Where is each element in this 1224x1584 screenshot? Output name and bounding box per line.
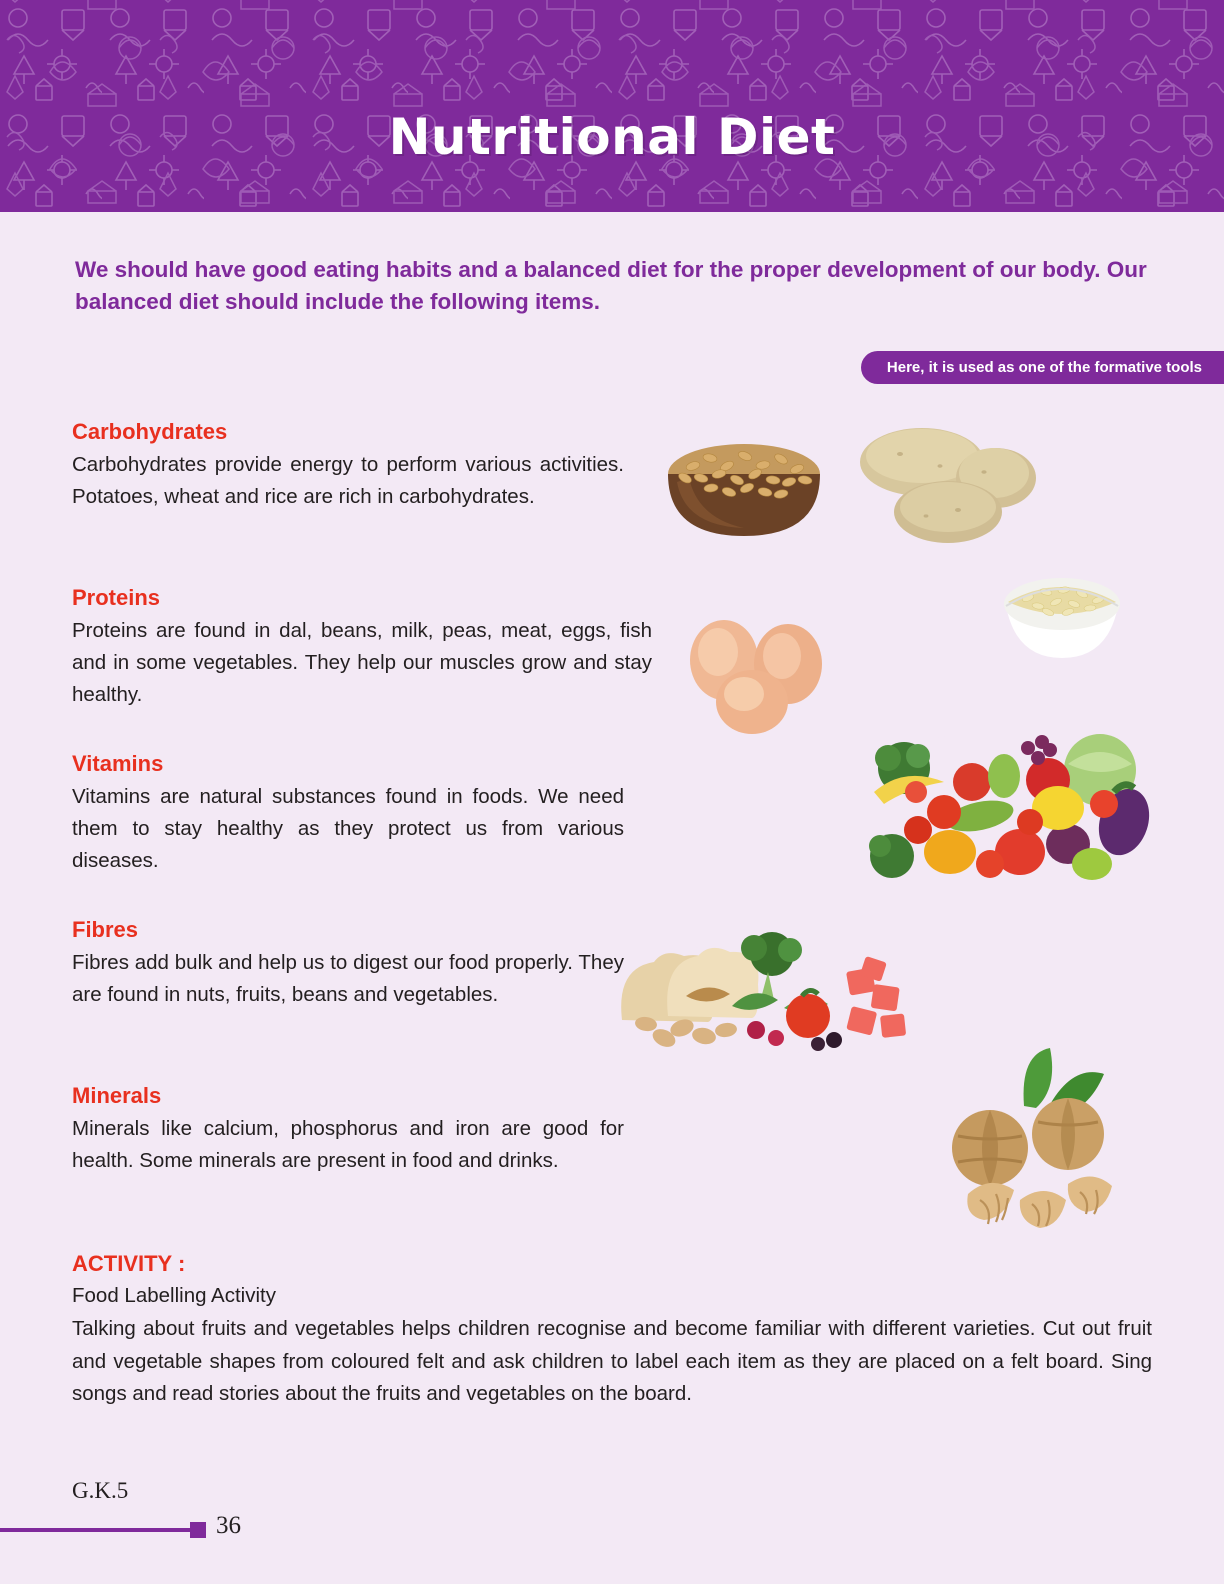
section-body-minerals: Minerals like calcium, phosphorus and iron are good for health. Some minerals are present in food and drinks.	[72, 1116, 624, 1172]
section-body-carbohydrates: Carbohydrates provide energy to perform various activities. Potatoes, wheat and rice are rich in carbohydrates.	[72, 452, 624, 508]
page-header	[0, 0, 1224, 212]
section-title-proteins: Proteins	[72, 585, 161, 610]
activity-title: ACTIVITY :	[72, 1251, 186, 1276]
formative-tools-note: Here, it is used as one of the formative tools	[861, 351, 1224, 384]
section-vitamins	[72, 750, 624, 878]
section-fibres	[72, 916, 624, 1011]
intro-paragraph: We should have good eating habits and a balanced diet for the proper development of our body. Our balanced diet should include the following items.	[75, 257, 1147, 314]
footer-square-marker	[190, 1522, 206, 1538]
section-body-proteins: Proteins are found in dal, beans, milk, peas, meat, eggs, fish and in some vegetables. They help our muscles grow and stay healthy.	[72, 618, 652, 707]
section-title-minerals: Minerals	[72, 1083, 162, 1108]
section-title-fibres: Fibres	[72, 917, 139, 942]
section-body-fibres: Fibres add bulk and help us to digest our food properly. They are found in nuts, fruits, beans and vegetables.	[72, 950, 624, 1006]
section-title-vitamins: Vitamins	[72, 751, 164, 776]
section-minerals	[72, 1082, 624, 1177]
doodle-pattern-icon	[0, 0, 1224, 212]
content-column	[72, 418, 1152, 1448]
footer-rule	[0, 1528, 190, 1532]
page-title: Nutritional Diet	[388, 108, 836, 166]
section-activity	[72, 1250, 1152, 1410]
section-title-carbohydrates: Carbohydrates	[72, 419, 228, 444]
activity-subtitle: Food Labelling Activity	[72, 1283, 276, 1307]
page-number: 36	[216, 1512, 241, 1539]
section-proteins	[72, 584, 652, 712]
activity-body: Talking about fruits and vegetables helps children recognise and become familiar with different varieties. Cut out fruit and vegetable shapes from coloured felt and ask children to label each item as they are placed on a felt board. Sing songs and read stories about the fruits and vegetables on the board.	[72, 1317, 1152, 1406]
section-body-vitamins: Vitamins are natural substances found in foods. We need them to stay healthy as they protect us from various diseases.	[72, 784, 624, 873]
book-code: G.K.5	[72, 1478, 129, 1503]
section-carbohydrates	[72, 418, 624, 513]
